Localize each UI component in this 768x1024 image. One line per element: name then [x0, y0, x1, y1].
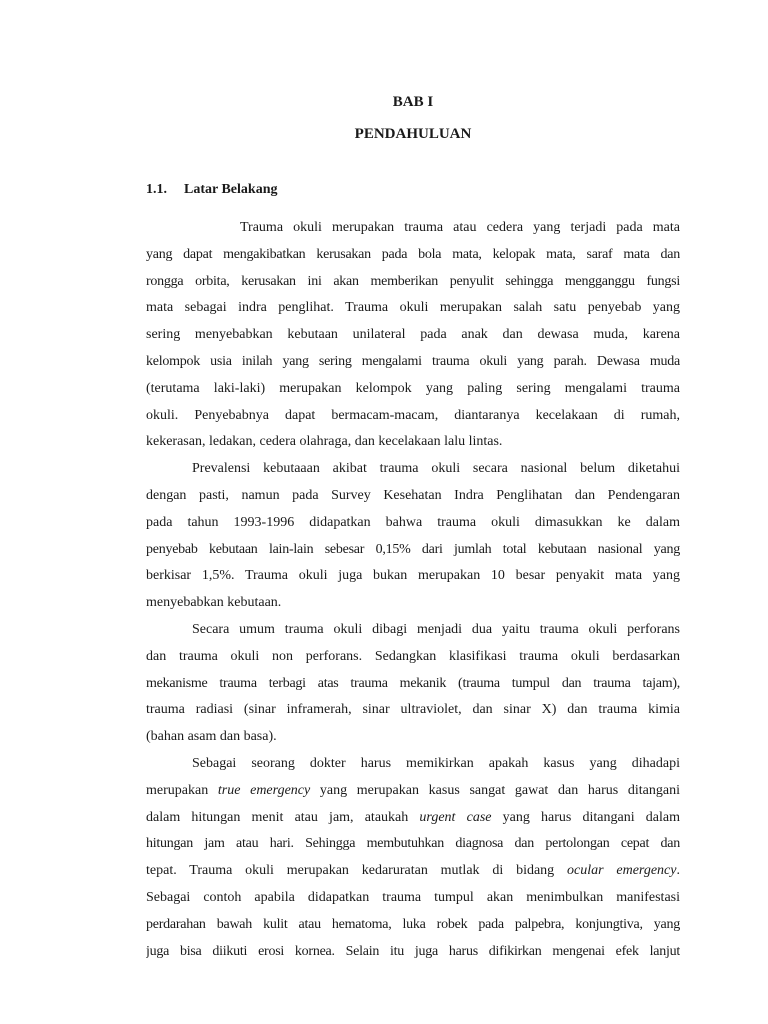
- text-line: trauma radiasi (sinar inframerah, sinar ultraviolet, dan sinar X) dan trauma kimia: [146, 702, 680, 718]
- text-span: yang harus ditangani dalam: [491, 809, 680, 825]
- text-line: Sebagai contoh apabila didapatkan trauma tumpul akan menimbulkan manifestasi: [146, 889, 680, 905]
- text-span: yang merupakan kasus sangat gawat dan harus ditangani: [310, 782, 680, 798]
- paragraph-2: [146, 456, 680, 617]
- text-line: juga bisa diikuti erosi kornea. Selain itu juga harus difikirkan mengenai efek lanjut: [146, 943, 680, 959]
- section-number: 1.1.: [146, 182, 167, 197]
- text-line: mata sebagai indra penglihat. Trauma okuli merupakan salah satu penyebab yang: [146, 300, 680, 316]
- paragraph-1: [146, 215, 680, 456]
- text-line: menyebabkan kebutaan.: [146, 595, 282, 611]
- text-span: dalam hitungan menit atau jam, ataukah: [146, 809, 420, 825]
- text-line: [146, 858, 680, 885]
- text-line: mekanisme trauma terbagi atas trauma mekanik (trauma tumpul dan trauma tajam),: [146, 675, 680, 691]
- text-line: okuli. Penyebabnya dapat bermacam-macam, diantaranya kecelakaan di rumah,: [146, 407, 680, 423]
- text-span: .: [676, 863, 680, 879]
- text-line: hitungan jam atau hari. Sehingga membutuhkan diagnosa dan pertolongan cepat dan: [146, 836, 680, 852]
- italic-term: urgent case: [419, 809, 492, 825]
- text-line: kelompok usia inilah yang sering mengalami trauma okuli yang parah. Dewasa muda: [146, 353, 680, 369]
- text-line: yang dapat mengakibatkan kerusakan pada bola mata, kelopak mata, saraf mata dan: [146, 246, 680, 262]
- text-line: Sebagai seorang dokter harus memikirkan apakah kasus yang dihadapi: [192, 755, 680, 771]
- text-line: Secara umum trauma okuli dibagi menjadi dua yaitu trauma okuli perforans: [192, 621, 680, 637]
- text-line: (bahan asam dan basa).: [146, 729, 277, 745]
- body-text: [146, 215, 680, 965]
- italic-term: true emergency: [217, 782, 311, 798]
- text-line: [146, 805, 680, 832]
- text-line: penyebab kebutaan lain-lain sebesar 0,15% dari jumlah total kebutaan nasional yang: [146, 541, 680, 557]
- paragraph-3: [146, 617, 680, 751]
- text-line: berkisar 1,5%. Trauma okuli juga bukan merupakan 10 besar penyakit mata yang: [146, 568, 680, 584]
- section-title: Latar Belakang: [184, 182, 278, 197]
- text-line: dan trauma okuli non perforans. Sedangkan klasifikasi trauma okuli berdasarkan: [146, 648, 680, 664]
- text-span: tepat. Trauma okuli merupakan kedaruratan mutlak di bidang: [146, 863, 567, 879]
- chapter-title: PENDAHULUAN: [354, 126, 472, 142]
- text-line: dengan pasti, namun pada Survey Kesehatan Indra Penglihatan dan Pendengaran: [146, 487, 680, 503]
- paragraph-4: [146, 751, 680, 965]
- section-heading: [146, 181, 277, 199]
- chapter-label: BAB I: [392, 94, 434, 110]
- text-line: Trauma okuli merupakan trauma atau cedera yang terjadi pada mata: [240, 220, 680, 235]
- text-line: [146, 778, 680, 805]
- text-line: (terutama laki-laki) merupakan kelompok yang paling sering mengalami trauma: [146, 380, 680, 396]
- text-line: pada tahun 1993-1996 didapatkan bahwa trauma okuli dimasukkan ke dalam: [146, 514, 680, 530]
- text-line: sering menyebabkan kebutaan unilateral pada anak dan dewasa muda, karena: [146, 327, 680, 343]
- text-line: Prevalensi kebutaaan akibat trauma okuli secara nasional belum diketahui: [192, 461, 680, 477]
- text-line: perdarahan bawah kulit atau hematoma, luka robek pada palpebra, konjungtiva, yang: [146, 916, 680, 932]
- text-line: rongga orbita, kerusakan ini akan memberikan penyulit sehingga mengganggu fungsi: [146, 273, 680, 289]
- italic-term: ocular emergency: [567, 863, 677, 879]
- text-line: kekerasan, ledakan, cedera olahraga, dan kecelakaan lalu lintas.: [146, 434, 503, 450]
- text-span: merupakan: [146, 782, 218, 798]
